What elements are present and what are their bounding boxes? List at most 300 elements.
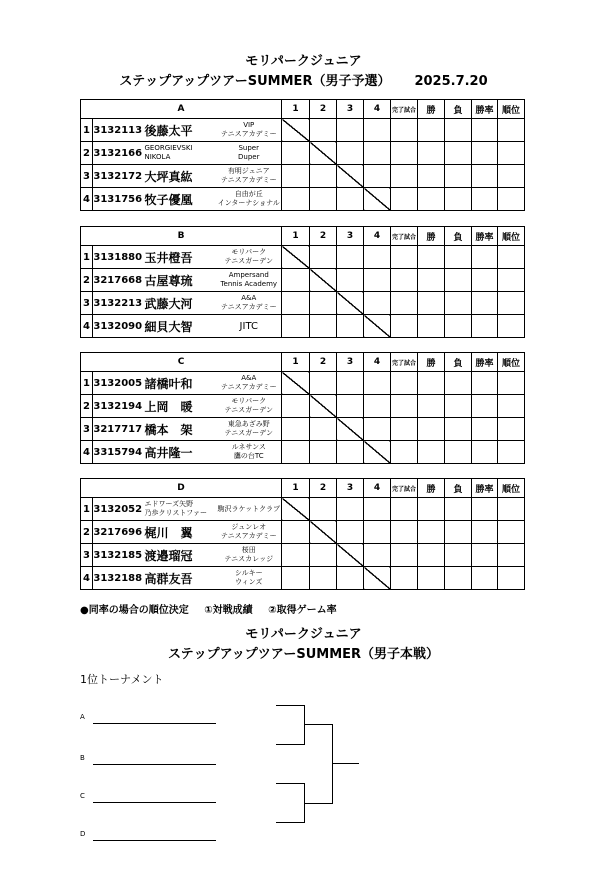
player-name-text: 細貝大智 <box>144 319 193 334</box>
club-line: テニスアカデミー <box>220 532 277 540</box>
bracket-slot-b-label: B <box>80 754 85 762</box>
player-id: 3132052 <box>93 498 143 521</box>
column-header: 勝率 <box>472 479 498 498</box>
self-match-cell <box>310 521 337 544</box>
win-rate-cell[interactable] <box>472 544 498 567</box>
wins-cell[interactable] <box>418 544 445 567</box>
player-row <box>81 441 525 464</box>
win-rate-cell[interactable] <box>472 188 498 211</box>
subtitle-text: ステップアップツアーSUMMER（男子予選） <box>119 74 391 89</box>
completed-cell[interactable] <box>391 567 418 590</box>
match-result-cell[interactable] <box>282 567 310 590</box>
match-result-cell[interactable] <box>364 119 391 142</box>
column-header: 3 <box>337 100 364 119</box>
wins-cell[interactable] <box>418 119 445 142</box>
player-id: 3132188 <box>93 567 143 590</box>
page-subtitle <box>0 70 607 89</box>
player-club <box>217 188 282 211</box>
match-result-cell[interactable] <box>337 498 364 521</box>
final-title: モリパークジュニア <box>245 627 362 642</box>
player-row <box>81 315 525 338</box>
group-name: A <box>81 100 282 119</box>
match-result-cell[interactable] <box>364 372 391 395</box>
player-number: 1 <box>81 372 93 395</box>
player-name <box>143 292 217 315</box>
column-header: 3 <box>337 227 364 246</box>
bracket-label: 1位トーナメント <box>80 673 164 686</box>
player-club <box>217 395 282 418</box>
rank-cell[interactable] <box>498 521 525 544</box>
match-result-cell[interactable] <box>310 544 337 567</box>
event-date: 2025.7.20 <box>414 74 488 89</box>
win-rate-cell[interactable] <box>472 269 498 292</box>
group-name: D <box>81 479 282 498</box>
club-line: A&A <box>241 294 257 302</box>
column-header: 勝率 <box>472 227 498 246</box>
bracket-slot-d-line[interactable] <box>93 840 216 841</box>
completed-cell[interactable] <box>391 292 418 315</box>
match-result-cell[interactable] <box>310 165 337 188</box>
wins-cell[interactable] <box>418 292 445 315</box>
win-rate-cell[interactable] <box>472 498 498 521</box>
match-result-cell[interactable] <box>282 441 310 464</box>
self-match-cell <box>310 142 337 165</box>
player-name <box>143 544 217 567</box>
player-name <box>143 521 217 544</box>
match-result-cell[interactable] <box>310 188 337 211</box>
player-name <box>143 188 217 211</box>
player-row <box>81 292 525 315</box>
player-number: 3 <box>81 165 93 188</box>
rank-cell[interactable] <box>498 372 525 395</box>
win-rate-cell[interactable] <box>472 521 498 544</box>
club-line: Ampersand <box>228 271 269 279</box>
self-match-cell <box>337 418 364 441</box>
losses-cell[interactable] <box>445 418 472 441</box>
tiebreak-rule-1: ①対戦成績 <box>204 605 253 616</box>
club-line: モリパーク <box>231 248 267 256</box>
win-rate-cell[interactable] <box>472 142 498 165</box>
match-result-cell[interactable] <box>282 521 310 544</box>
wins-cell[interactable] <box>418 418 445 441</box>
match-result-cell[interactable] <box>337 567 364 590</box>
player-number: 4 <box>81 441 93 464</box>
player-name <box>143 498 217 521</box>
club-line: JITC <box>239 320 258 332</box>
losses-cell[interactable] <box>445 372 472 395</box>
player-name <box>143 395 217 418</box>
completed-cell[interactable] <box>391 315 418 338</box>
rank-cell[interactable] <box>498 441 525 464</box>
player-id: 3132113 <box>93 119 143 142</box>
wins-cell[interactable] <box>418 498 445 521</box>
column-header: 順位 <box>498 100 525 119</box>
group-name: C <box>81 353 282 372</box>
player-name-text: 上岡 暖 <box>144 399 193 414</box>
losses-cell[interactable] <box>445 395 472 418</box>
tiebreak-note <box>80 601 349 616</box>
player-name <box>143 165 217 188</box>
losses-cell[interactable] <box>445 188 472 211</box>
rank-cell[interactable] <box>498 498 525 521</box>
club-line: テニスアカデミー <box>220 176 277 184</box>
column-header: 順位 <box>498 479 525 498</box>
win-rate-cell[interactable] <box>472 119 498 142</box>
player-row <box>81 395 525 418</box>
column-header: 2 <box>310 353 337 372</box>
match-result-cell[interactable] <box>310 418 337 441</box>
club-line: ウィンズ <box>235 578 263 586</box>
wins-cell[interactable] <box>418 269 445 292</box>
player-name-text: 武藤大河 <box>144 296 193 311</box>
player-name-line: NIKOLA <box>144 153 171 161</box>
win-rate-cell[interactable] <box>472 441 498 464</box>
completed-cell[interactable] <box>391 395 418 418</box>
match-result-cell[interactable] <box>337 119 364 142</box>
player-name <box>143 315 217 338</box>
column-header: 負 <box>445 479 472 498</box>
player-row <box>81 372 525 395</box>
wins-cell[interactable] <box>418 372 445 395</box>
completed-cell[interactable] <box>391 521 418 544</box>
player-club <box>217 142 282 165</box>
wins-cell[interactable] <box>418 188 445 211</box>
column-header: 順位 <box>498 227 525 246</box>
column-header: 2 <box>310 227 337 246</box>
club-line: VIP <box>243 121 255 129</box>
player-id: 3132090 <box>93 315 143 338</box>
final-subtitle: ステップアップツアーSUMMER（男子本戦） <box>167 647 440 662</box>
wins-cell[interactable] <box>418 246 445 269</box>
player-id: 3217668 <box>93 269 143 292</box>
tiebreak-note-text: ●同率の場合の順位決定 <box>80 605 189 616</box>
club-line: シルキー <box>234 569 263 577</box>
player-row <box>81 188 525 211</box>
rank-cell[interactable] <box>498 292 525 315</box>
column-header: 勝 <box>418 227 445 246</box>
match-result-cell[interactable] <box>364 165 391 188</box>
player-id: 3132213 <box>93 292 143 315</box>
column-header: 負 <box>445 227 472 246</box>
column-header: 完了試合 <box>391 227 418 246</box>
player-name-line: 乃歩クリストファー <box>144 509 208 517</box>
player-name-text: 梶川 翼 <box>144 525 193 540</box>
player-number: 2 <box>81 269 93 292</box>
player-number: 1 <box>81 498 93 521</box>
match-result-cell[interactable] <box>364 498 391 521</box>
match-result-cell[interactable] <box>310 372 337 395</box>
completed-cell[interactable] <box>391 544 418 567</box>
match-result-cell[interactable] <box>337 521 364 544</box>
match-result-cell[interactable] <box>310 292 337 315</box>
club-line: Duper <box>238 153 260 161</box>
losses-cell[interactable] <box>445 142 472 165</box>
column-header: 勝率 <box>472 100 498 119</box>
losses-cell[interactable] <box>445 521 472 544</box>
column-header: 2 <box>310 100 337 119</box>
column-header: 1 <box>282 227 310 246</box>
player-name <box>143 119 217 142</box>
player-id: 3315794 <box>93 441 143 464</box>
group-a-table <box>80 99 525 211</box>
losses-cell[interactable] <box>445 269 472 292</box>
win-rate-cell[interactable] <box>472 395 498 418</box>
match-result-cell[interactable] <box>310 441 337 464</box>
losses-cell[interactable] <box>445 315 472 338</box>
self-match-cell <box>364 188 391 211</box>
club-line: A&A <box>241 374 257 382</box>
losses-cell[interactable] <box>445 119 472 142</box>
completed-cell[interactable] <box>391 246 418 269</box>
player-club <box>217 418 282 441</box>
player-row <box>81 498 525 521</box>
club-line: 有明ジュニア <box>227 167 270 175</box>
club-line: テニスカレッジ <box>224 555 274 563</box>
match-result-cell[interactable] <box>337 441 364 464</box>
match-result-cell[interactable] <box>310 567 337 590</box>
player-name <box>143 567 217 590</box>
completed-cell[interactable] <box>391 165 418 188</box>
wins-cell[interactable] <box>418 521 445 544</box>
player-name-text: 諸橋叶和 <box>144 376 193 391</box>
club-line: テニスアカデミー <box>220 303 277 311</box>
player-id: 3131880 <box>93 246 143 269</box>
self-match-cell <box>282 498 310 521</box>
rank-cell[interactable] <box>498 544 525 567</box>
rank-cell[interactable] <box>498 269 525 292</box>
column-header: 完了試合 <box>391 479 418 498</box>
player-id: 3132185 <box>93 544 143 567</box>
completed-cell[interactable] <box>391 418 418 441</box>
column-header: 4 <box>364 353 391 372</box>
column-header: 3 <box>337 353 364 372</box>
losses-cell[interactable] <box>445 441 472 464</box>
player-id: 3132194 <box>93 395 143 418</box>
rank-cell[interactable] <box>498 567 525 590</box>
player-name <box>143 372 217 395</box>
match-result-cell[interactable] <box>282 395 310 418</box>
player-number: 4 <box>81 315 93 338</box>
club-line: Tennis Academy <box>220 280 278 288</box>
rank-cell[interactable] <box>498 119 525 142</box>
match-result-cell[interactable] <box>364 292 391 315</box>
losses-cell[interactable] <box>445 165 472 188</box>
player-number: 2 <box>81 395 93 418</box>
match-result-cell[interactable] <box>310 498 337 521</box>
player-id: 3217717 <box>93 418 143 441</box>
match-result-cell[interactable] <box>310 119 337 142</box>
column-header: 4 <box>364 227 391 246</box>
player-club <box>217 119 282 142</box>
match-result-cell[interactable] <box>364 418 391 441</box>
player-row <box>81 567 525 590</box>
player-name <box>143 418 217 441</box>
win-rate-cell[interactable] <box>472 292 498 315</box>
match-result-cell[interactable] <box>337 372 364 395</box>
win-rate-cell[interactable] <box>472 246 498 269</box>
player-club <box>217 372 282 395</box>
completed-cell[interactable] <box>391 498 418 521</box>
match-result-cell[interactable] <box>282 315 310 338</box>
self-match-cell <box>282 119 310 142</box>
column-header: 完了試合 <box>391 100 418 119</box>
self-match-cell <box>337 292 364 315</box>
column-header: 2 <box>310 479 337 498</box>
rank-cell[interactable] <box>498 246 525 269</box>
match-result-cell[interactable] <box>364 521 391 544</box>
player-number: 4 <box>81 188 93 211</box>
player-name <box>143 269 217 292</box>
player-id: 3132166 <box>93 142 143 165</box>
match-result-cell[interactable] <box>337 269 364 292</box>
match-result-cell[interactable] <box>282 544 310 567</box>
player-name-text: 橋本 架 <box>144 422 193 437</box>
self-match-cell <box>282 246 310 269</box>
bracket-winner-line <box>332 763 359 764</box>
club-line: ルネサンス <box>231 443 266 451</box>
win-rate-cell[interactable] <box>472 567 498 590</box>
wins-cell[interactable] <box>418 567 445 590</box>
column-header: 順位 <box>498 353 525 372</box>
club-line: Super <box>238 144 259 152</box>
completed-cell[interactable] <box>391 441 418 464</box>
losses-cell[interactable] <box>445 292 472 315</box>
match-result-cell[interactable] <box>310 315 337 338</box>
player-club <box>217 544 282 567</box>
player-id: 3132172 <box>93 165 143 188</box>
completed-cell[interactable] <box>391 372 418 395</box>
club-line: ジュンレオ <box>231 523 267 531</box>
player-row <box>81 246 525 269</box>
bracket-slot-c-label: C <box>80 792 85 800</box>
self-match-cell <box>364 441 391 464</box>
club-line: テニスガーデン <box>224 257 274 265</box>
player-club <box>217 292 282 315</box>
column-header: 完了試合 <box>391 353 418 372</box>
rank-cell[interactable] <box>498 142 525 165</box>
match-result-cell[interactable] <box>282 292 310 315</box>
player-name-text: 玉井橙吾 <box>144 250 193 265</box>
column-header: 4 <box>364 100 391 119</box>
win-rate-cell[interactable] <box>472 165 498 188</box>
match-result-cell[interactable] <box>337 315 364 338</box>
column-header: 負 <box>445 100 472 119</box>
player-name <box>143 441 217 464</box>
match-result-cell[interactable] <box>282 418 310 441</box>
player-club <box>217 246 282 269</box>
player-club <box>217 567 282 590</box>
page-title: モリパークジュニア <box>245 54 362 69</box>
rank-cell[interactable] <box>498 188 525 211</box>
match-result-cell[interactable] <box>282 142 310 165</box>
self-match-cell <box>364 567 391 590</box>
completed-cell[interactable] <box>391 119 418 142</box>
column-header: 4 <box>364 479 391 498</box>
player-number: 3 <box>81 544 93 567</box>
player-name <box>143 246 217 269</box>
wins-cell[interactable] <box>418 395 445 418</box>
bracket-slot-b-line[interactable] <box>93 764 216 765</box>
column-header: 勝 <box>418 479 445 498</box>
tiebreak-rule-2: ②取得ゲーム率 <box>268 605 337 616</box>
losses-cell[interactable] <box>445 246 472 269</box>
club-line: モリパーク <box>231 397 267 405</box>
losses-cell[interactable] <box>445 567 472 590</box>
player-club <box>217 315 282 338</box>
win-rate-cell[interactable] <box>472 315 498 338</box>
match-result-cell[interactable] <box>337 395 364 418</box>
player-name-text: 高群友吾 <box>144 571 193 586</box>
completed-cell[interactable] <box>391 269 418 292</box>
player-name-text: 牧子優凰 <box>144 192 193 207</box>
column-header: 勝率 <box>472 353 498 372</box>
match-result-cell[interactable] <box>282 188 310 211</box>
club-line: テニスガーデン <box>224 429 274 437</box>
match-result-cell[interactable] <box>282 165 310 188</box>
completed-cell[interactable] <box>391 142 418 165</box>
player-number: 4 <box>81 567 93 590</box>
bracket-slot-a-line[interactable] <box>93 723 216 724</box>
match-result-cell[interactable] <box>364 246 391 269</box>
player-id: 3217696 <box>93 521 143 544</box>
match-result-cell[interactable] <box>364 395 391 418</box>
wins-cell[interactable] <box>418 165 445 188</box>
match-result-cell[interactable] <box>337 188 364 211</box>
column-header: 勝 <box>418 353 445 372</box>
wins-cell[interactable] <box>418 315 445 338</box>
wins-cell[interactable] <box>418 142 445 165</box>
wins-cell[interactable] <box>418 441 445 464</box>
club-line: インターナショナル <box>217 199 280 207</box>
club-line: 自由が丘 <box>234 190 263 198</box>
match-result-cell[interactable] <box>337 142 364 165</box>
win-rate-cell[interactable] <box>472 372 498 395</box>
losses-cell[interactable] <box>445 498 472 521</box>
rank-cell[interactable] <box>498 165 525 188</box>
losses-cell[interactable] <box>445 544 472 567</box>
completed-cell[interactable] <box>391 188 418 211</box>
rank-cell[interactable] <box>498 418 525 441</box>
self-match-cell <box>310 269 337 292</box>
player-name <box>143 142 217 165</box>
match-result-cell[interactable] <box>310 246 337 269</box>
match-result-cell[interactable] <box>282 269 310 292</box>
player-name-text: 大坪真紘 <box>144 169 193 184</box>
player-name-text: 高井隆一 <box>144 445 193 460</box>
player-row <box>81 269 525 292</box>
match-result-cell[interactable] <box>364 269 391 292</box>
player-club <box>217 441 282 464</box>
player-id: 3131756 <box>93 188 143 211</box>
win-rate-cell[interactable] <box>472 418 498 441</box>
rank-cell[interactable] <box>498 395 525 418</box>
match-result-cell[interactable] <box>337 246 364 269</box>
rank-cell[interactable] <box>498 315 525 338</box>
match-result-cell[interactable] <box>364 544 391 567</box>
club-line: テニスガーデン <box>224 406 274 414</box>
player-number: 1 <box>81 119 93 142</box>
player-number: 1 <box>81 246 93 269</box>
bracket-slot-a-label: A <box>80 713 85 721</box>
bracket-slot-c-line[interactable] <box>93 802 216 803</box>
player-row <box>81 544 525 567</box>
player-name-line: GEORGIEVSKI <box>144 144 193 152</box>
bracket-match-2 <box>276 783 305 823</box>
group-b-table <box>80 226 525 338</box>
match-result-cell[interactable] <box>364 142 391 165</box>
self-match-cell <box>364 315 391 338</box>
bracket-match-1 <box>276 705 305 745</box>
